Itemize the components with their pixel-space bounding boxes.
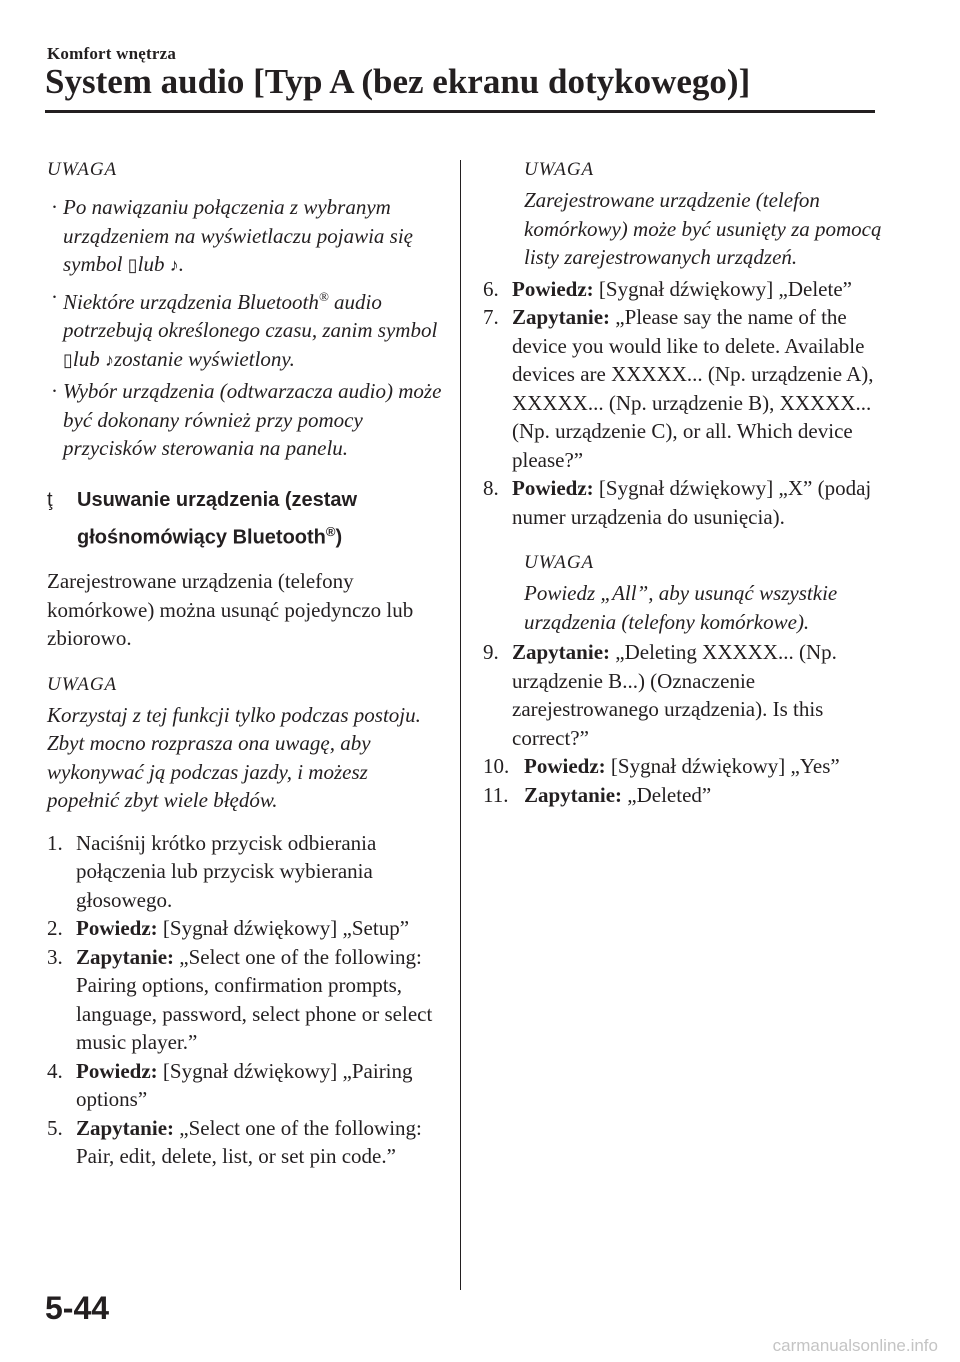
step: 7. Zapytanie: „Please say the name of the device you would like to delete. Available devices are XXXXX... (Np. urządzenie A), XXXXX... (Np. urządzenie B), XXXXX... (Np. urządzenie C), or all. Which device please?” — [483, 305, 874, 472]
bluetooth-phone-icon: ▯ — [63, 349, 73, 370]
note-text: Powiedz „All”, aby usunąć wszystkie urządzenia (telefony komórkowe). — [524, 581, 838, 634]
chapter-title: System audio [Typ A (bez ekranu dotykowego)] — [45, 62, 751, 101]
column-divider — [460, 160, 461, 1290]
music-note-icon: ♪ — [169, 255, 179, 275]
title-rule — [45, 110, 875, 113]
note-bullet: · Wybór urządzenia (odtwarzacza audio) może być dokonany również przy pomocy przycisków sterowania na panelu. — [51, 379, 442, 460]
note-heading: UWAGA — [524, 159, 595, 180]
step: 8. Powiedz: [Sygnał dźwiękowy] „X” (podaj numer urządzenia do usunięcia). — [483, 476, 872, 529]
note-text: Korzystaj z tej funkcji tylko podczas postoju. Zbyt mocno rozprasza ona uwagę, aby wykonywać ją podczas jazdy, i możesz popełnić zbyt wiele błędów. — [47, 702, 421, 813]
intro-paragraph: Zarejestrowane urządzenia (telefony komórkowe) można usunąć pojedynczo lub zbiorowo. — [47, 569, 414, 651]
step: 4. Powiedz: [Sygnał dźwiękowy] „Pairing options” — [47, 1058, 413, 1112]
section-label: Komfort wnętrza — [47, 44, 177, 63]
step: 1. Naciśnij krótko przycisk odbierania połączenia lub przycisk wybierania głosowego. — [47, 830, 377, 912]
section-heading: ţ Usuwanie urządzenia (zestaw głośnomówiący Bluetooth®) — [47, 485, 445, 554]
step: 5. Zapytanie: „Select one of the following: Pair, edit, delete, list, or set pin code.” — [47, 1115, 422, 1169]
note-bullet: · Po nawiązaniu połączenia z wybranym urządzeniem na wyświetlaczu pojawia się symbol ▯lub ♪. — [51, 195, 413, 276]
note-text: Zarejestrowane urządzenie (telefon komórkowy) może być usunięty za pomocą listy zarejestrowanych urządzeń. — [524, 188, 882, 269]
step: 6. Powiedz: [Sygnał dźwiękowy] „Delete” — [483, 276, 852, 301]
step: 10. Powiedz: [Sygnał dźwiękowy] „Yes” — [483, 754, 840, 778]
page-number: 5-44 — [45, 1290, 110, 1326]
note-heading: UWAGA — [47, 159, 118, 180]
music-note-icon: ♪ — [105, 349, 114, 370]
note-bullet: · Niektóre urządzenia Bluetooth® audio potrzebują określonego czasu, zanim symbol ▯lub ♪zostanie wyświetlony. — [51, 284, 438, 371]
note-block — [483, 156, 883, 272]
note-heading: UWAGA — [47, 673, 118, 695]
left-column — [47, 156, 445, 1171]
step: 11. Zapytanie: „Deleted” — [483, 782, 712, 807]
watermark: carmanualsonline.info — [772, 1336, 938, 1355]
bluetooth-phone-icon: ▯ — [127, 255, 138, 275]
step: 2. Powiedz: [Sygnał dźwiękowy] „Setup” — [47, 916, 410, 941]
step: 9. Zapytanie: „Deleting XXXXX... (Np. urządzenie B...) (Oznaczenie zarejestrowanego urządzenia). Is this correct?” — [483, 640, 837, 750]
right-column — [483, 156, 883, 809]
heading-marker-icon: ţ — [47, 488, 53, 511]
note-block — [483, 549, 883, 636]
note-heading: UWAGA — [524, 552, 595, 573]
step: 3. Zapytanie: „Select one of the following: Pairing options, confirmation prompts, language, password, select phone or select music player.” — [47, 944, 433, 1055]
